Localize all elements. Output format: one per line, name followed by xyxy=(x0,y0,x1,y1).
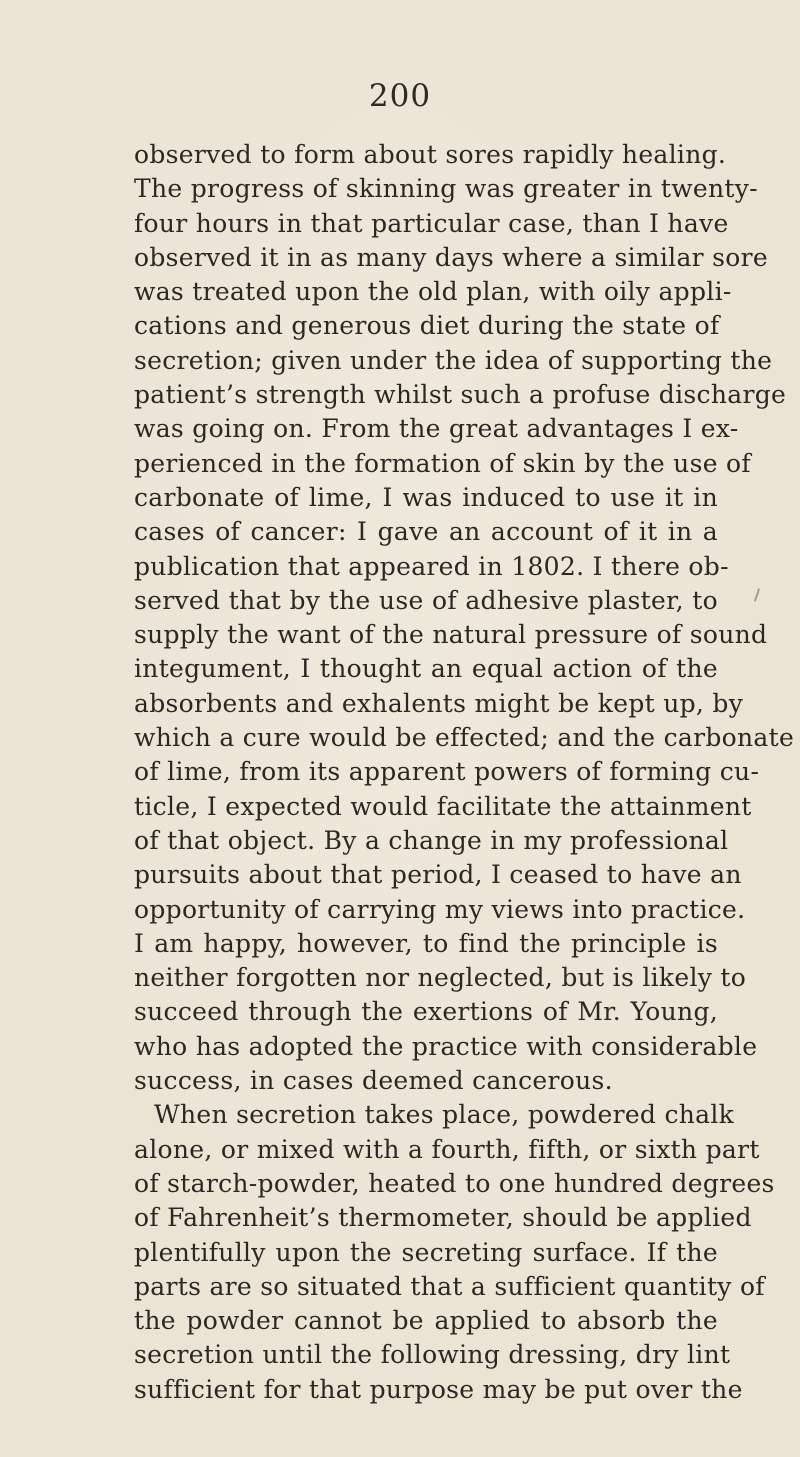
text-line: secretion; given under the idea of supporting the xyxy=(134,345,773,375)
text-line: secretion until the following dressing, dry lint xyxy=(134,1340,731,1370)
text-line: which a cure would be effected; and the carbonate xyxy=(134,723,795,753)
text-line: sufficient for that purpose may be put over the xyxy=(134,1374,743,1404)
text-line: patient’s strength whilst such a profuse discharge xyxy=(134,380,787,410)
text-line: absorbents and exhalents might be kept up, by xyxy=(134,688,744,718)
text-line: succeed through the exertions of Mr. Young, xyxy=(134,997,718,1027)
text-line: I am happy, however, to find the principle is xyxy=(134,928,718,958)
page-number: 200 xyxy=(368,78,432,114)
text-line: publication that appeared in 1802. I there ob- xyxy=(134,551,729,581)
text-line: of Fahrenheit’s thermometer, should be applied xyxy=(134,1203,752,1233)
text-line: The progress of skinning was greater in twenty- xyxy=(134,174,758,204)
text-line: of starch-powder, heated to one hundred degrees xyxy=(134,1168,775,1198)
body-text xyxy=(134,138,795,1407)
paragraph-first-line: When secretion takes place, powdered chalk xyxy=(154,1100,735,1130)
text-line: observed it in as many days where a similar sore xyxy=(134,242,768,272)
text-line: served that by the use of adhesive plaster, to xyxy=(134,585,718,615)
text-line: neither forgotten nor neglected, but is likely to xyxy=(134,963,747,993)
text-line: ticle, I expected would facilitate the attainment xyxy=(134,791,752,821)
text-line: integument, I thought an equal action of the xyxy=(134,654,718,684)
text-line: pursuits about that period, I ceased to have an xyxy=(134,860,742,890)
text-line: parts are so situated that a sufficient quantity of xyxy=(134,1271,765,1301)
text-line: was going on. From the great advantages I ex- xyxy=(134,414,739,444)
text-line: cations and generous diet during the state of xyxy=(134,311,720,341)
text-line: of lime, from its apparent powers of forming cu- xyxy=(134,757,760,787)
text-line: cases of cancer: I gave an account of it in a xyxy=(134,517,718,547)
text-line: was treated upon the old plan, with oily appli- xyxy=(134,277,732,307)
text-line: the powder cannot be applied to absorb the xyxy=(134,1306,718,1336)
text-line: perienced in the formation of skin by the use of xyxy=(134,448,751,478)
text-line: alone, or mixed with a fourth, fifth, or sixth part xyxy=(134,1134,760,1164)
text-line: four hours in that particular case, than I have xyxy=(134,208,729,238)
text-line: carbonate of lime, I was induced to use it in xyxy=(134,482,718,512)
text-line: opportunity of carrying my views into practice. xyxy=(134,894,746,924)
paper-speck-mark xyxy=(754,588,760,602)
text-line: plentifully upon the secreting surface. If the xyxy=(134,1237,718,1267)
text-line: of that object. By a change in my professional xyxy=(134,825,729,855)
text-line: who has adopted the practice with considerable xyxy=(134,1031,758,1061)
text-line: observed to form about sores rapidly healing. xyxy=(134,140,727,169)
text-line: supply the want of the natural pressure of sound xyxy=(134,620,768,650)
text-line: success, in cases deemed cancerous. xyxy=(134,1066,613,1096)
